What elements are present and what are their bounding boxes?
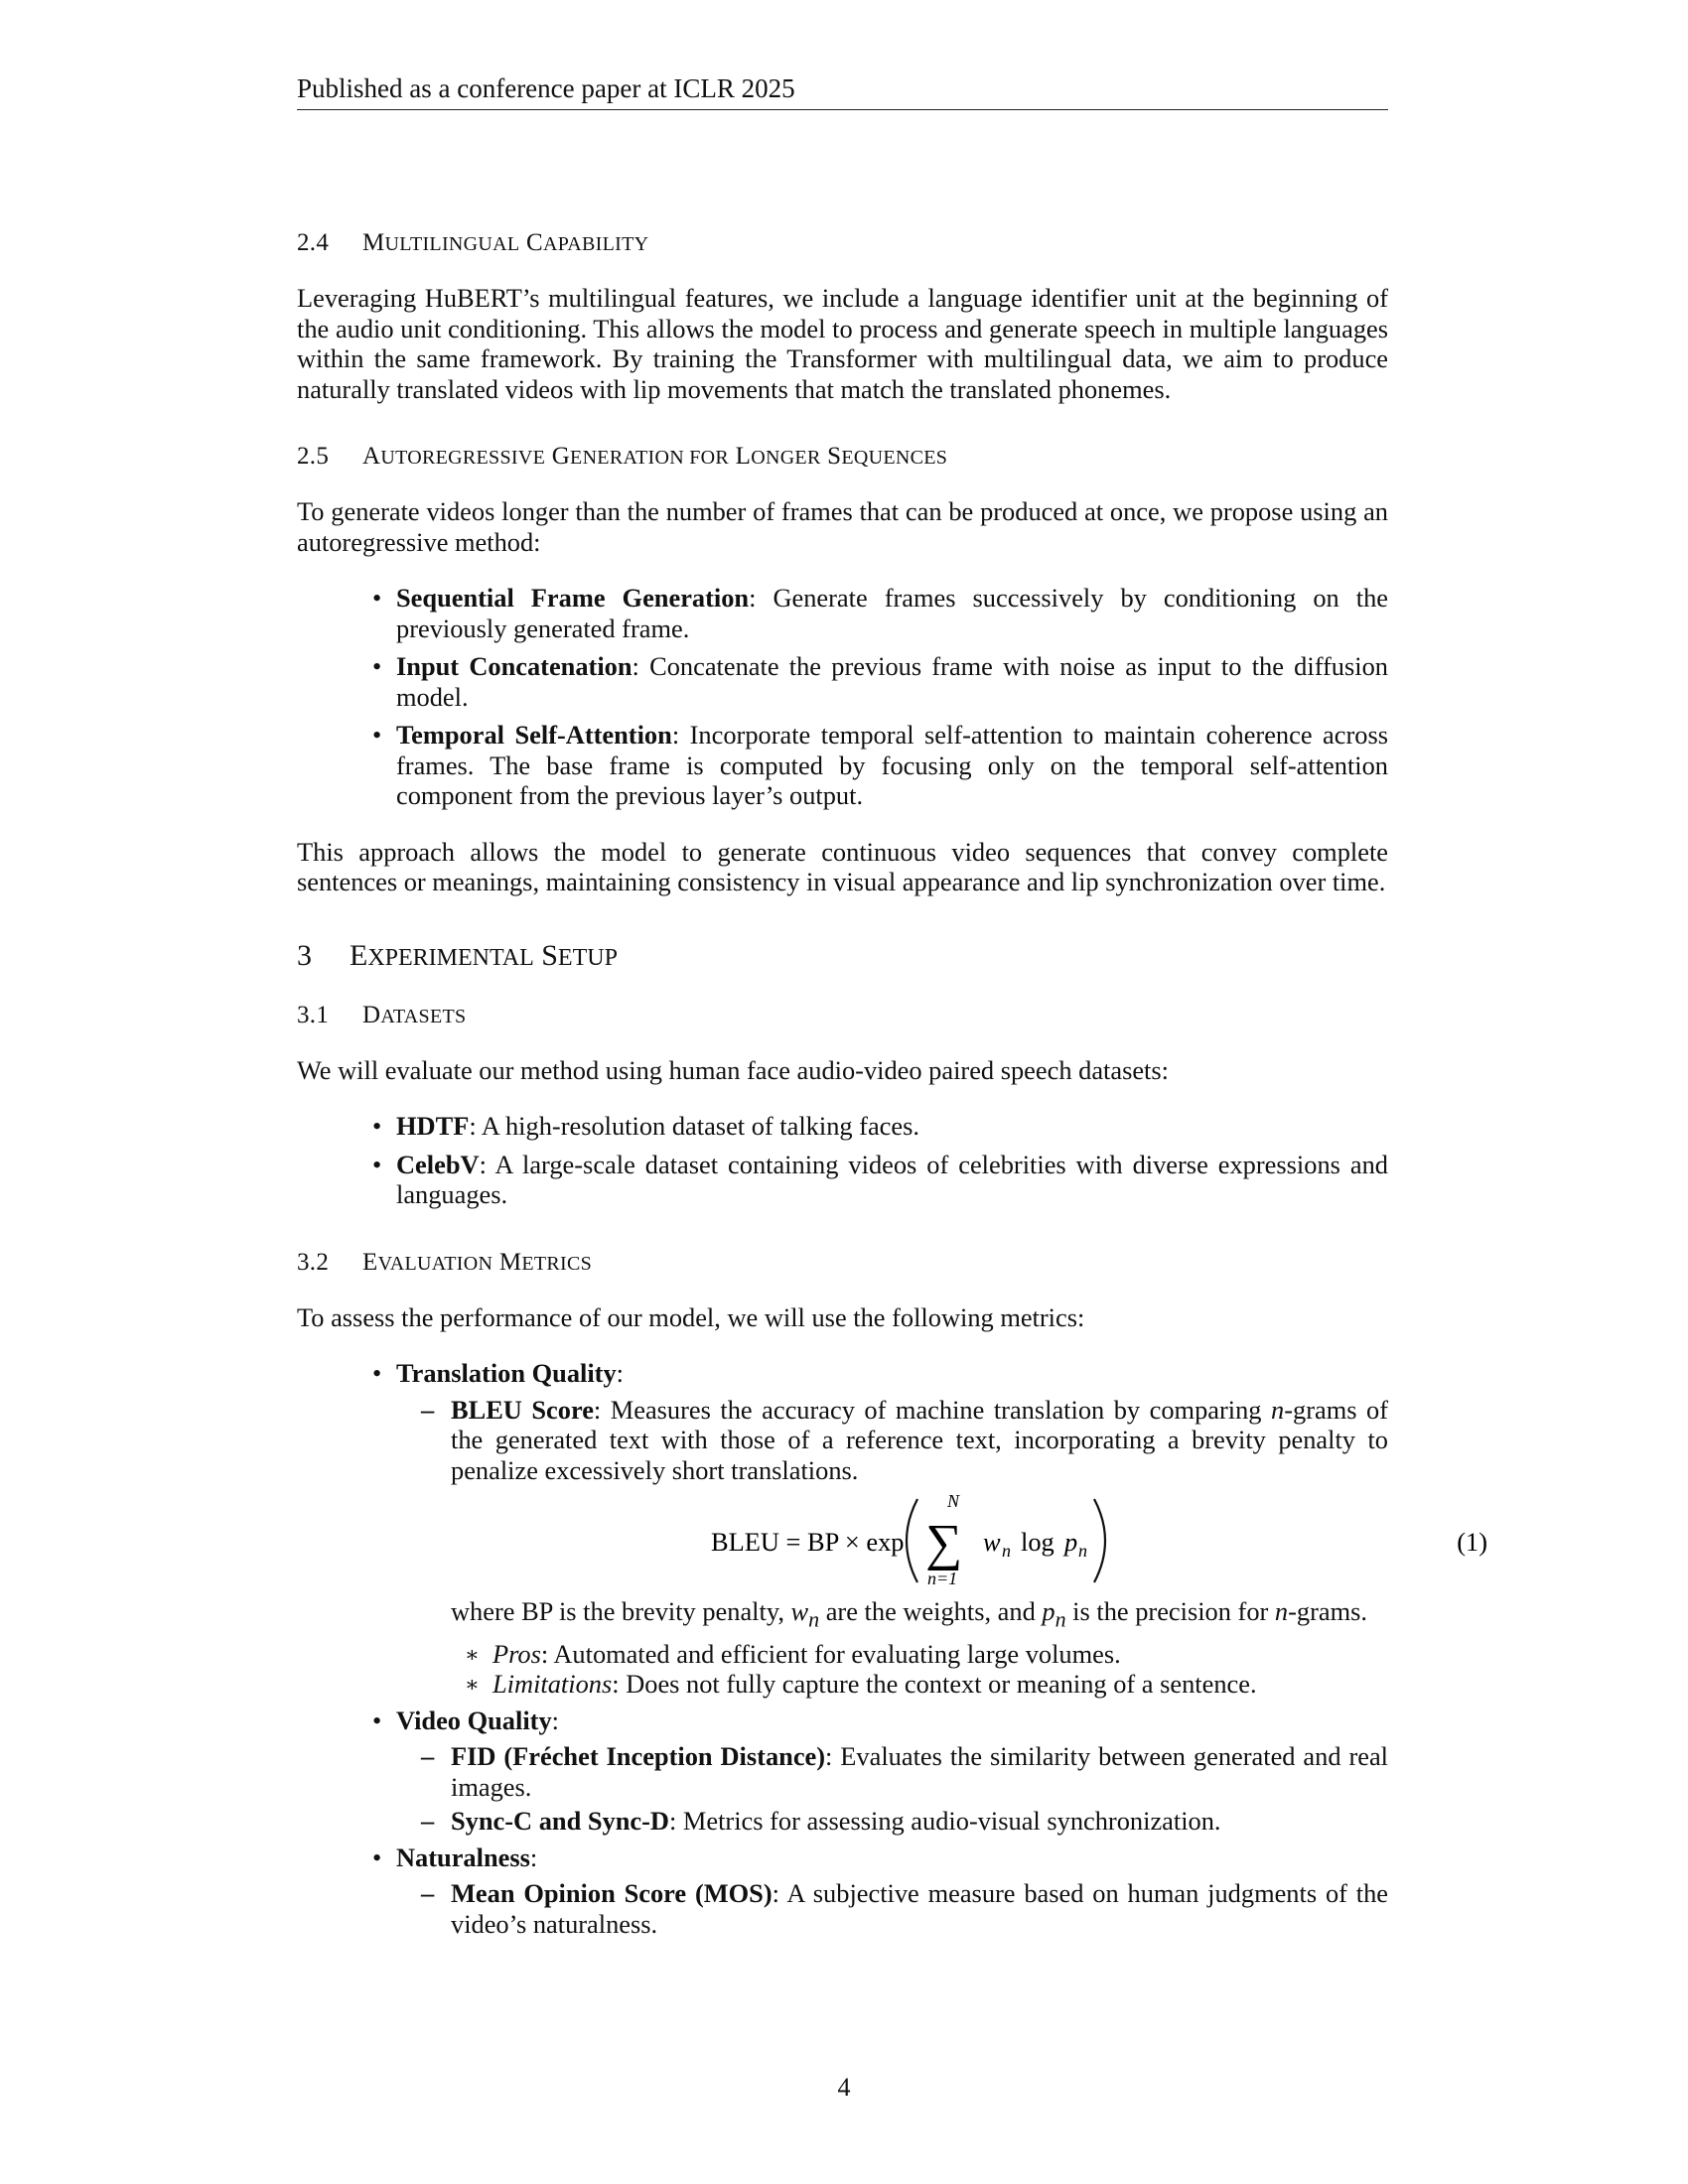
list-item: • Input Concatenation: Concatenate the previous frame with noise as input to the diffusion model. [396,651,1388,712]
list-item: • CelebV: A large-scale dataset containing videos of celebrities with diverse expressions and languages. [396,1150,1388,1210]
log-operator: log [1021,1527,1055,1557]
page-number: 4 [837,2073,851,2102]
bleu-pros-cons [451,1639,1388,1700]
section-heading-3-1: 3.1 DATASETS [297,1001,467,1028]
list-item: • Temporal Self-Attention: Incorporate temporal self-attention to maintain coherence across frames. The base frame is computed by focusing only on the temporal self-attention component from the previous layer’s output. [396,720,1388,811]
left-paren [907,1499,917,1582]
list-item: ∗ Pros: Automated and efficient for evaluating large volumes. [492,1639,1388,1670]
autoregressive-list [297,583,1388,811]
paragraph-metrics-intro: To assess the performance of our model, we will use the following metrics: [297,1301,1085,1332]
section-heading-3: 3 EXPERIMENTAL SETUP [297,938,618,972]
equation-lhs: BLEU = BP × exp [711,1527,905,1557]
list-item: – FID (Fréchet Inception Distance): Evaluates the similarity between generated and real images. [451,1741,1388,1802]
list-item: • Translation Quality: – BLEU Score: Measures the accuracy of machine translation by comparing n-grams of the generated text with those of a reference text, incorporating a brevity penalty to penalize excessively short translations. BLEU = BP × exp N ∑ n=1 w n log p n (1) where BP is the brevity penalty, $w_n$ are the weights, and $p_n$ is the precision for n-grams. ∗ Pros: Automated and efficient for evaluating large volumes. ∗ Limitations: Does not fully capture the context or meaning of a sentence. [396,1358,1388,1700]
list-item: • Naturalness: – Mean Opinion Score (MOS): A subjective measure based on human judgments of the video’s naturalness. [396,1843,1388,1940]
paragraph-datasets-intro: We will evaluate our method using human face audio-video paired speech datasets: [297,1054,1169,1085]
video-sublist [396,1741,1388,1837]
paragraph-autoregressive-outro: This approach allows the model to generate continuous video sequences that convey complete sentences or meanings, maintaining consistency in visual appearance and lip synchronization over time. [297,836,1388,896]
metrics-list [297,1358,1487,1939]
equation-graphic [451,1491,1487,1590]
sum-lower: n=1 [927,1569,958,1588]
list-item: – Mean Opinion Score (MOS): A subjective measure based on human judgments of the video’s naturalness. [451,1878,1388,1939]
equation-number: (1) [1457,1527,1487,1557]
list-item: • HDTF: A high-resolution dataset of talking faces. [396,1111,1388,1142]
paragraph-multilingual: Leveraging HuBERT’s multilingual features, we include a language identifier unit at the beginning of the audio unit conditioning. This allows the model to process and generate speech in multiple languages within the same framework. By training the Transformer with multilingual data, we aim to produce naturally translated videos with lip movements that match the translated phonemes. [297,283,1388,404]
naturalness-sublist [396,1878,1388,1939]
list-item: – Sync-C and Sync-D: Metrics for assessing audio-visual synchronization. [451,1806,1388,1837]
section-heading-2-4: 2.4 MULTILINGUAL CAPABILITY [297,229,649,256]
paragraph-bleu-where: where BP is the brevity penalty, $w_n$ are the weights, and $p_n$ is the precision for n-grams. [451,1596,1368,1632]
page-content [297,226,1487,1939]
sum-upper: N [947,1491,960,1511]
weight-symbol: w [983,1527,1001,1557]
list-item: ∗ Limitations: Does not fully capture the context or meaning of a sentence. [492,1669,1388,1700]
list-item: – BLEU Score: Measures the accuracy of machine translation by comparing n-grams of the generated text with those of a reference text, incorporating a brevity penalty to penalize excessively short translations. BLEU = BP × exp N ∑ n=1 w n log p n (1) where BP is the brevity penalty, $w_n$ are the weights, and $p_n$ is the precision for n-grams. ∗ Pros: Automated and efficient for evaluating large volumes. ∗ Limitations: Does not fully capture the context or meaning of a sentence. [451,1395,1388,1700]
running-header: Published as a conference paper at ICLR 2025 [297,71,1388,110]
precision-subscript: n [1078,1541,1087,1561]
datasets-list [297,1111,1388,1210]
list-item: • Video Quality: – FID (Fréchet Inception Distance): Evaluates the similarity between generated and real images. – Sync-C and Sync-D: Metrics for assessing audio-visual synchronization. [396,1706,1388,1837]
section-heading-2-5: 2.5 AUTOREGRESSIVE GENERATION FOR LONGER SEQUENCES [297,443,948,470]
bleu-equation [451,1491,1487,1590]
paragraph-autoregressive-intro: To generate videos longer than the number of frames that can be produced at once, we propose using an autoregressive method: [297,496,1388,557]
translation-sublist [396,1394,1487,1700]
section-heading-3-2: 3.2 EVALUATION METRICS [297,1248,593,1276]
sum-sign: ∑ [925,1515,963,1571]
list-item: • Sequential Frame Generation: Generate frames successively by conditioning on the previously generated frame. [396,583,1388,643]
weight-subscript: n [1002,1541,1011,1561]
precision-symbol: p [1064,1527,1078,1557]
right-paren [1094,1499,1105,1582]
